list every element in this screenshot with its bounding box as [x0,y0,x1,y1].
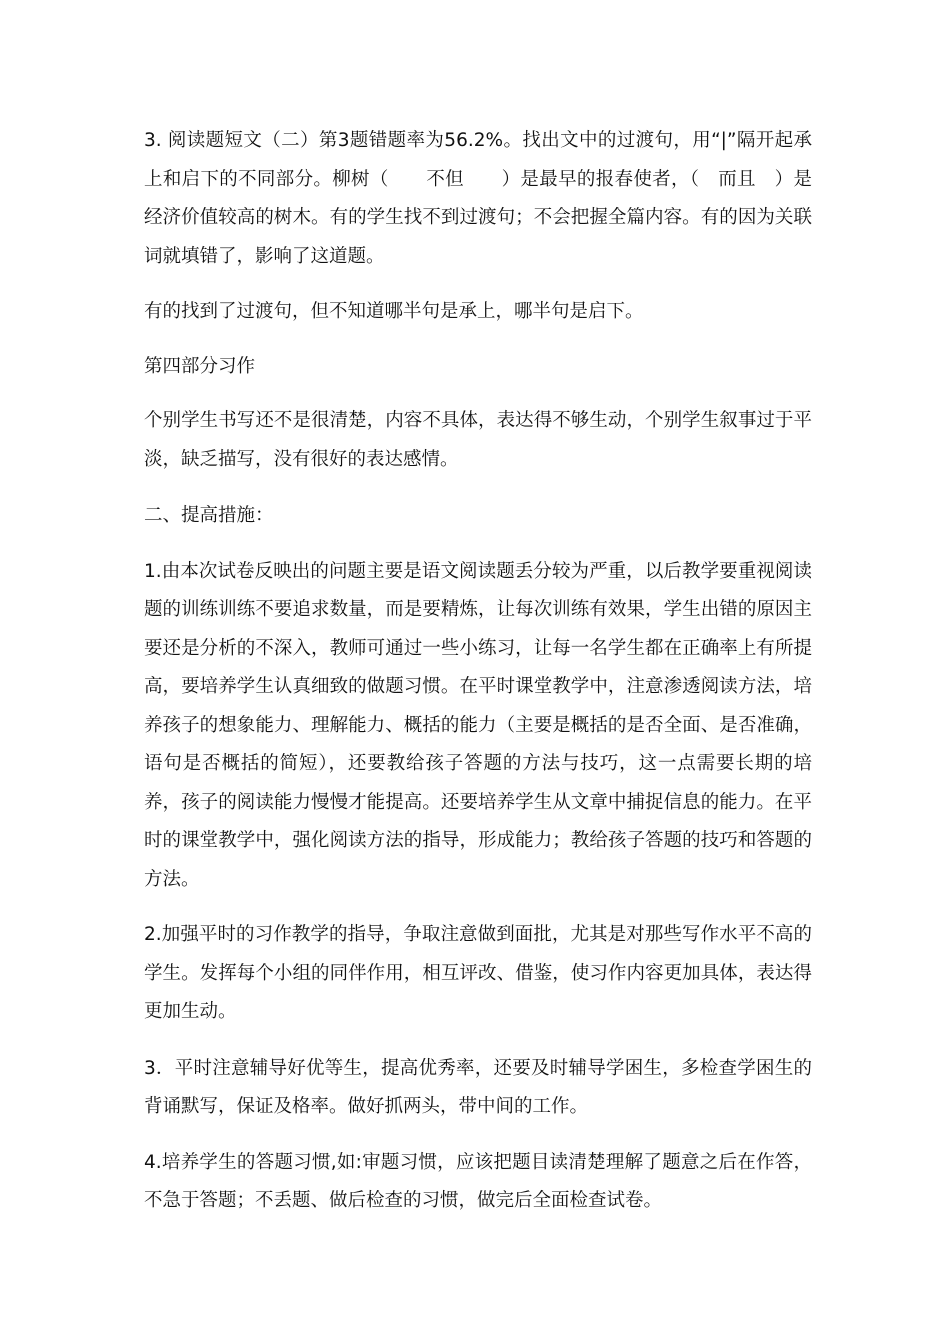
section-heading-part-four-writing: 第四部分习作 [144,355,256,377]
measure-item-3: 3．平时注意辅导好优等生，提高优秀率，还要及时辅导学困生，多检查学困生的背诵默写，保证及格率。做好抓两头，带中间的工作。 [144,1057,812,1117]
paragraph-reading-question-3: 3. 阅读题短文（二）第3题错题率为56.2%。找出文中的过渡句，用“|”隔开起承上和启下的不同部分。柳树（ 不但 ）是最早的报春使者，（ 而且 ）是经济价值较高的树木。有的学生找不到过渡句；不会把握全篇内容。有的因为关联词就填错了，影响了这道题。 [144,130,812,267]
measure-item-1: 1.由本次试卷反映出的问题主要是语文阅读题丢分较为严重，以后教学要重视阅读题的训练训练不要追求数量，而是要精炼，让每次训练有效果，学生出错的原因主要还是分析的不深入，教师可通过一些小练习，让每一名学生都在正确率上有所提高，要培养学生认真细致的做题习惯。在平时课堂教学中，注意渗透阅读方法，培养孩子的想象能力、理解能力、概括的能力（主要是概括的是否全面、是否准确，语句是否概括的简短），还要教给孩子答题的方法与技巧，这一点需要长期的培养，孩子的阅读能力慢慢才能提高。还要培养学生从文章中捕捉信息的能力。在平时的课堂教学中，强化阅读方法的指导，形成能力；教给孩子答题的技巧和答题的方法。 [144,560,812,890]
paragraph-writing-issues: 个别学生书写还不是很清楚，内容不具体，表达得不够生动，个别学生叙事过于平淡，缺乏描写，没有很好的表达感情。 [144,410,812,470]
measure-item-2: 2.加强平时的习作教学的指导，争取注意做到面批，尤其是对那些写作水平不高的学生。发挥每个小组的同伴作用，相互评改、借鉴，使习作内容更加具体，表达得更加生动。 [144,924,812,1022]
section-heading-improvement-measures: 二、提高措施： [144,505,274,526]
document-body [144,122,812,1239]
paragraph-transition-sentence-note: 有的找到了过渡句，但不知道哪半句是承上，哪半句是启下。 [144,301,644,322]
measure-item-4: 4.培养学生的答题习惯,如:审题习惯，应该把题目读清楚理解了题意之后在作答，不急于答题；不丢题、做后检查的习惯，做完后全面检查试卷。 [144,1151,812,1211]
